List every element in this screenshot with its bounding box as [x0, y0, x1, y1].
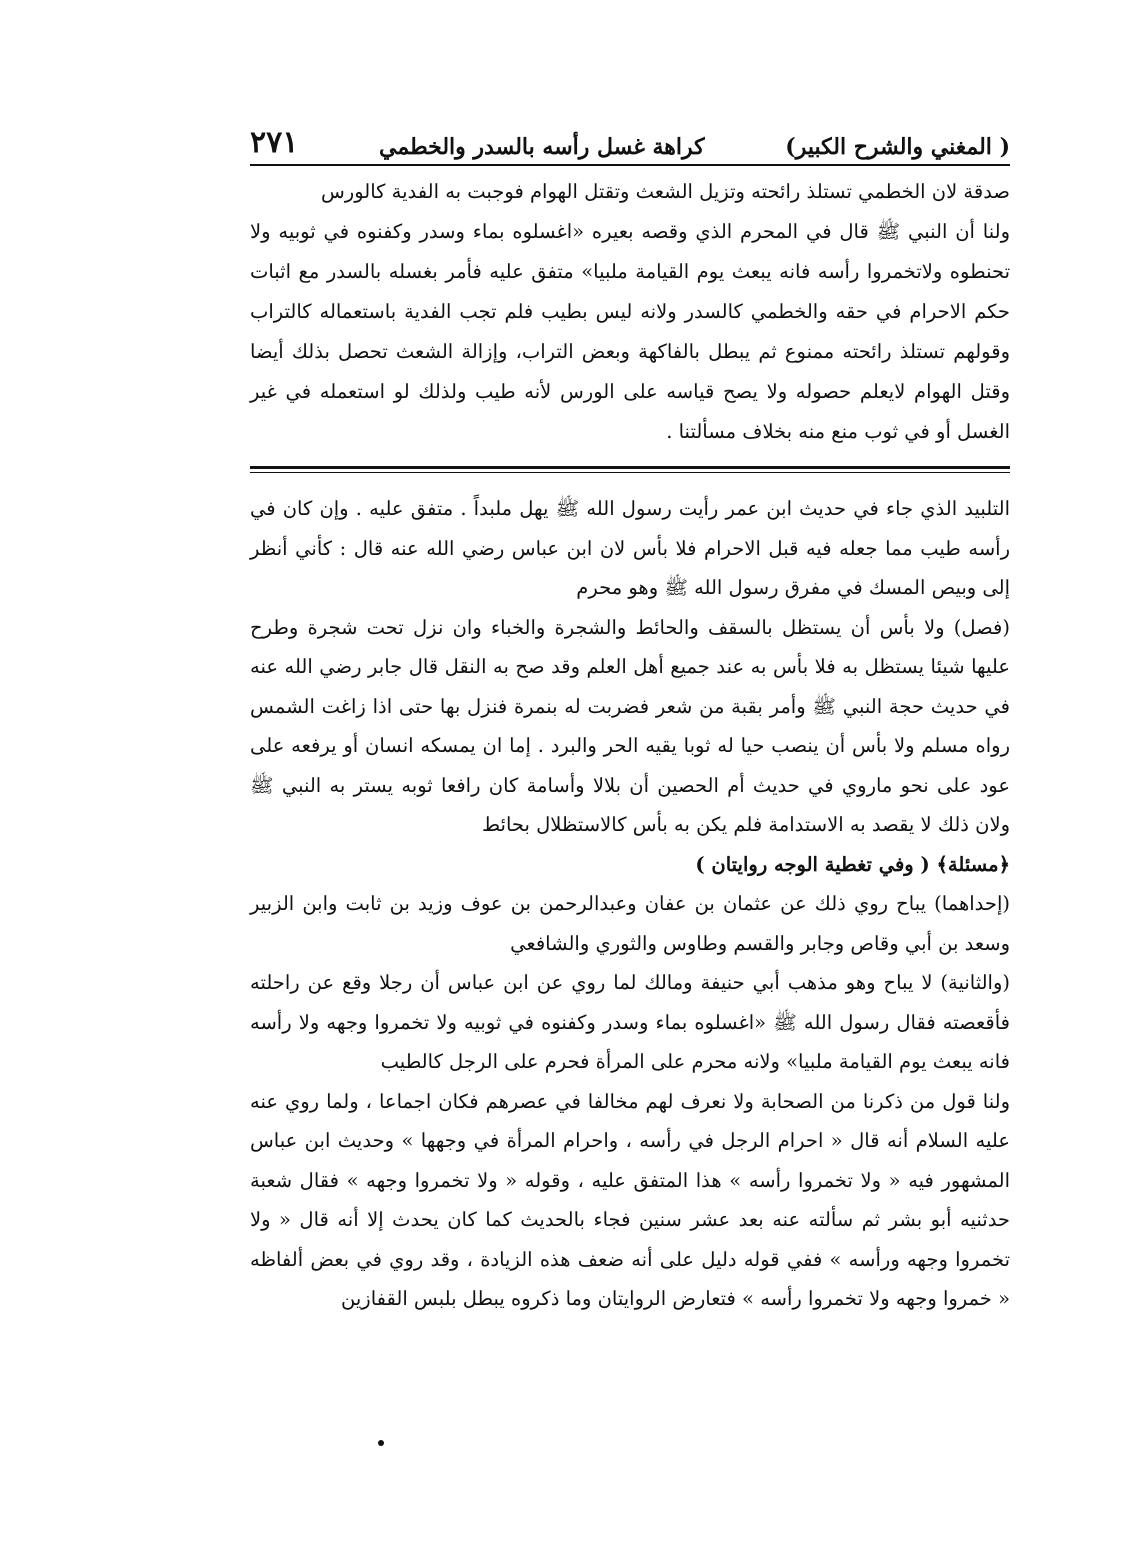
page-header: [250, 110, 1010, 166]
main-text-section: [250, 172, 1010, 452]
main-text-paragraph: صدقة لان الخطمي تستلذ رائحته وتزيل الشعث وتقتل الهوام فوجبت به الفدية كالورس: [321, 180, 1010, 203]
commentary-paragraph: (والثانية) لا يباح وهو مذهب أبي حنيفة ومالك لما روي عن ابن عباس أن رجلا وقع عن راحلته فأقعصته فقال رسول الله ﷺ «اغسلوه بماء وسدر وكفنوه في ثوبيه ولا تخمروا وجهه ولا رأسه فانه يبعث يوم القيامة ملبيا» ولانه محرم على المرأة فحرم على الرجل كالطيب: [250, 971, 1011, 1073]
document-page: [250, 110, 1010, 1510]
commentary-paragraph: (إحداهما) يباح روي ذلك عن عثمان بن عفان وعبدالرحمن بن عوف وزيد بن ثابت وابن الزبير وسعد بن أبي وقاص وجابر والقسم وطاوس والثوري والشافعي: [250, 892, 1010, 955]
commentary-paragraph: التلبيد الذي جاء في حديث ابن عمر رأيت رسول الله ﷺ يهل ملبداً . متفق عليه . وإن كان في رأسه طيب مما جعله فيه قبل الاحرام فلا بأس لان ابن عباس رضي الله عنه قال : كأني أنظر إلى وبيص المسك في مفرق رسول الله ﷺ وهو محرم: [250, 497, 1010, 599]
commentary-paragraph: (فصل) ولا بأس أن يستظل بالسقف والحائط والشجرة والخباء وان نزل تحت شجرة وطرح عليها شيئا يستظل به فلا بأس به عند جميع أهل العلم وقد صح به النقل قال جابر رضي الله عنه في حديث حجة النبي ﷺ وأمر بقبة من شعر فضربت له بنمرة فنزل بها حتى اذا زاغت الشمس رواه مسلم ولا بأس أن ينصب حيا له ثوبا يقيه الحر والبرد . إما ان يمسكه انسان أو يرفعه على عود على نحو ماروي في حديث أم الحصين أن بلالا وأسامة كان رافعا ثوبه يستر به النبي ﷺ ولان ذلك لا يقصد به الاستدامة فلم يكن به بأس كالاستظلال بحائط: [250, 615, 1010, 836]
footer-dot: [378, 1440, 384, 1446]
commentary-section: [250, 489, 1010, 1319]
main-text-paragraph: ولنا أن النبي ﷺ قال في المحرم الذي وقصه بعيره «اغسلوه بماء وسدر وكفنوه في ثوبيه ولا تحنطوه ولاتخمروا رأسه فانه يبعث يوم القيامة ملبيا» متفق عليه فأمر بغسله بالسدر مع اثبات حكم الاحرام في حقه والخطمي كالسدر ولانه ليس بطيب فلم تجب الفدية باستعماله كالتراب وقولهم تستلذ رائحته ممنوع ثم يبطل بالفاكهة وبعض التراب، وإزالة الشعث تحصل بذلك أيضا وقتل الهوام لايعلم حصوله ولا يصح قياسه على الورس لأنه طيب ولذلك لو استعمله في غير الغسل أو في ثوب منع منه بخلاف مسألتنا .: [250, 220, 1010, 443]
section-divider: [250, 466, 1010, 473]
masala-heading: ﴿مسئلة﴾ ( وفي تغطية الوجه روايتان ): [695, 852, 1010, 876]
page-number: ٢٧١: [250, 125, 299, 160]
commentary-paragraph: ولنا قول من ذكرنا من الصحابة ولا نعرف لهم مخالفا في عصرهم فكان اجماعا ، ولما روي عنه عليه السلام أنه قال « احرام الرجل في رأسه ، واحرام المرأة في وجهها » وحديث ابن عباس المشهور فيه « ولا تخمروا رأسه » هذا المتفق عليه ، وقوله « ولا تخمروا وجهه » فقال شعبة حدثنيه أبو بشر ثم سألته عنه بعد عشر سنين فجاء بالحديث كما كان يحدث إلا أنه قال « ولا تخمروا وجهه ورأسه » ففي قوله دليل على أنه ضعف هذه الزيادة ، وقد روي في بعض ألفاظه « خمروا وجهه ولا تخمروا رأسه » فتعارض الروايتان وما ذكروه يبطل بلبس القفازين: [250, 1089, 1010, 1310]
book-title: ( المغني والشرح الكبير): [785, 134, 1010, 160]
section-title: كراهة غسل رأسه بالسدر والخطمي: [379, 134, 705, 160]
